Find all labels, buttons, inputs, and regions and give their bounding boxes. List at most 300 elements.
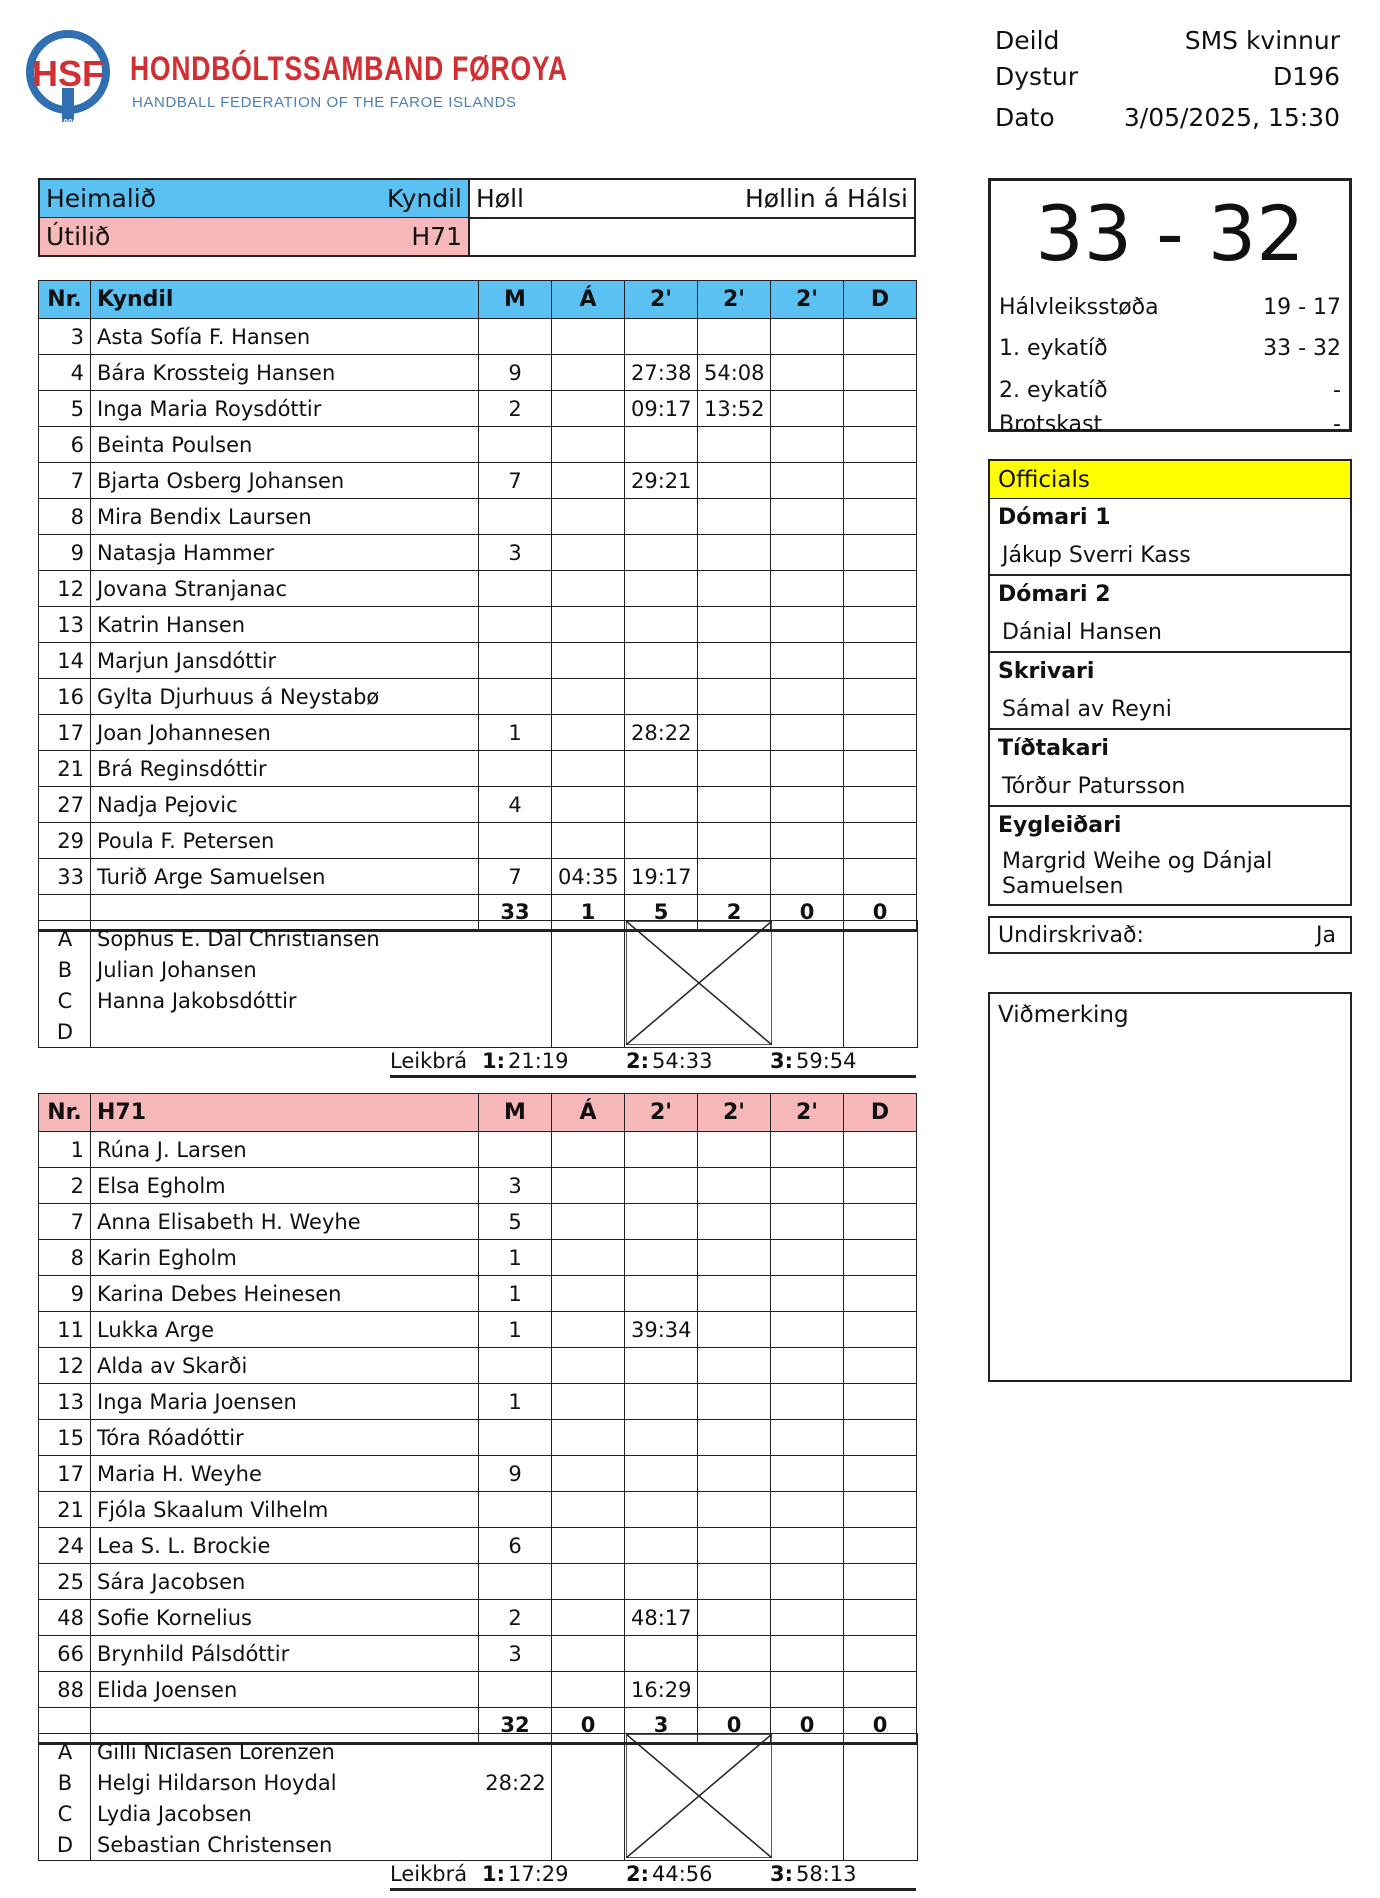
stat-cell [552, 679, 625, 715]
score-line-label: 2. eykatíð [999, 377, 1108, 403]
stat-cell [698, 1528, 771, 1564]
stat-cell [844, 1132, 917, 1168]
stat-cell [698, 1348, 771, 1384]
timeout-value: 2: [626, 1862, 650, 1886]
player-number: 21 [39, 1492, 91, 1528]
stat-cell [771, 499, 844, 535]
stat-cell [844, 715, 917, 751]
staff-letter: D [56, 1832, 74, 1857]
player-name: Brynhild Pálsdóttir [91, 1636, 479, 1672]
stat-cell [479, 679, 552, 715]
table-row [39, 1240, 917, 1276]
stat-cell: 3 [479, 535, 552, 571]
stat-cell [844, 1528, 917, 1564]
stat-cell [698, 1636, 771, 1672]
stat-cell: 1 [479, 1240, 552, 1276]
stat-cell [625, 1204, 698, 1240]
staff-suspension [552, 985, 625, 1016]
player-number: 25 [39, 1564, 91, 1600]
staff-suspension [552, 1767, 625, 1798]
meta-label: Dato [995, 102, 1055, 132]
stat-cell: 54:08 [698, 355, 771, 391]
staff-warning [479, 985, 552, 1016]
stat-cell [844, 571, 917, 607]
stat-cell [479, 1420, 552, 1456]
col-header: Á [552, 281, 625, 319]
remarks-label: Viðmerking [998, 1002, 1129, 1028]
stat-cell [698, 643, 771, 679]
stat-cell [552, 535, 625, 571]
venue-name: Høllin á Hálsi [744, 184, 908, 213]
stat-cell [552, 1168, 625, 1204]
official-role: Dómari 1 [998, 505, 1111, 530]
stat-cell [844, 1204, 917, 1240]
staff-suspension [552, 1829, 625, 1860]
table-row [39, 1276, 917, 1312]
meta-label: Dystur [995, 61, 1078, 91]
stat-cell [552, 1384, 625, 1420]
stat-cell: 3 [479, 1636, 552, 1672]
staff-warning [479, 954, 552, 985]
stat-cell [844, 1348, 917, 1384]
timeout-value: 17:29 [508, 1862, 569, 1886]
home-team-name: Kyndil [387, 184, 462, 213]
stat-cell [552, 427, 625, 463]
stat-cell [771, 1384, 844, 1420]
timeout-label: Leikbrá [390, 1049, 468, 1073]
stat-cell [479, 1348, 552, 1384]
player-number: 29 [39, 823, 91, 859]
stat-cell [771, 1456, 844, 1492]
player-number: 6 [39, 427, 91, 463]
stat-cell [552, 607, 625, 643]
stat-cell [552, 643, 625, 679]
stat-cell [698, 823, 771, 859]
stat-cell: 1 [479, 1384, 552, 1420]
official-timekeeper [990, 730, 1350, 807]
stat-cell [771, 1600, 844, 1636]
table-row [39, 1492, 917, 1528]
player-name: Tóra Róadóttir [91, 1420, 479, 1456]
player-name: Elida Joensen [91, 1672, 479, 1708]
staff-name: Helgi Hildarson Hoydal [97, 1770, 337, 1795]
table-row [39, 823, 917, 859]
stat-cell: 5 [479, 1204, 552, 1240]
stat-cell: 7 [479, 859, 552, 895]
stat-cell [844, 1672, 917, 1708]
player-name: Alda av Skarði [91, 1348, 479, 1384]
stat-cell: 1 [479, 1312, 552, 1348]
stat-cell [771, 1564, 844, 1600]
staff-letter: A [57, 1739, 73, 1764]
stat-cell [844, 1240, 917, 1276]
stat-cell [698, 679, 771, 715]
total-cell: 0 [698, 1708, 771, 1744]
stat-cell [698, 1420, 771, 1456]
player-name: Fjóla Skaalum Vilhelm [91, 1492, 479, 1528]
stat-cell [771, 823, 844, 859]
stat-cell [771, 1348, 844, 1384]
stat-cell [698, 1276, 771, 1312]
staff-suspension [552, 1016, 625, 1047]
official-name: Jákup Sverri Kass [1002, 543, 1191, 568]
stat-cell [625, 499, 698, 535]
stat-cell [771, 751, 844, 787]
stat-cell [844, 751, 917, 787]
player-name: Bára Krossteig Hansen [91, 355, 479, 391]
stat-cell [771, 715, 844, 751]
player-number: 11 [39, 1312, 91, 1348]
stat-cell [552, 1528, 625, 1564]
stat-cell: 16:29 [625, 1672, 698, 1708]
stat-cell [844, 787, 917, 823]
stat-cell [625, 535, 698, 571]
player-name: Nadja Pejovic [91, 787, 479, 823]
stat-cell: 28:22 [625, 715, 698, 751]
timeout-value: 1: [482, 1049, 506, 1073]
player-name: Sára Jacobsen [91, 1564, 479, 1600]
meta-value: SMS kvinnur [1184, 25, 1340, 55]
player-name: Lea S. L. Brockie [91, 1528, 479, 1564]
venue-cell [470, 180, 914, 217]
player-number: 8 [39, 499, 91, 535]
stat-cell [625, 607, 698, 643]
stat-cell [844, 319, 917, 355]
score-line-label: Brotskast [999, 411, 1103, 437]
stat-cell [552, 1312, 625, 1348]
stat-cell [844, 643, 917, 679]
away-team-name: H71 [411, 222, 462, 251]
stat-cell [625, 1276, 698, 1312]
player-number: 24 [39, 1528, 91, 1564]
player-name: Jovana Stranjanac [91, 571, 479, 607]
stat-cell [552, 1204, 625, 1240]
stat-cell: 2 [479, 391, 552, 427]
player-name: Brá Reginsdóttir [91, 751, 479, 787]
stat-cell [552, 1636, 625, 1672]
stat-cell: 1 [479, 715, 552, 751]
stat-cell [844, 1276, 917, 1312]
staff-warning: 28:22 [485, 1770, 546, 1795]
stat-cell: 9 [479, 355, 552, 391]
player-number: 15 [39, 1420, 91, 1456]
stat-cell [844, 1492, 917, 1528]
player-number: 9 [39, 535, 91, 571]
stat-cell [625, 571, 698, 607]
score-line-value: - [1333, 377, 1341, 403]
stat-cell [698, 1564, 771, 1600]
stat-cell [552, 499, 625, 535]
table-row [39, 1384, 917, 1420]
col-header: 2' [698, 281, 771, 319]
svg-text:HSF: HSF [32, 53, 104, 94]
table-row [39, 499, 917, 535]
stat-cell [479, 571, 552, 607]
player-name: Mira Bendix Laursen [91, 499, 479, 535]
official-referee-2 [990, 576, 1350, 653]
staff-name [97, 1016, 467, 1047]
table-row [39, 751, 917, 787]
stat-cell [771, 391, 844, 427]
staff-warning [479, 1016, 552, 1047]
home-staff-table [38, 920, 918, 1048]
table-row [39, 1204, 917, 1240]
staff-name: Hanna Jakobsdóttir [97, 988, 297, 1013]
stat-cell [771, 1492, 844, 1528]
player-name: Maria H. Weyhe [91, 1456, 479, 1492]
stat-cell [844, 1420, 917, 1456]
blank-cell [470, 218, 914, 255]
player-name: Inga Maria Roysdóttir [91, 391, 479, 427]
col-header: 2' [698, 1094, 771, 1132]
player-name: Beinta Poulsen [91, 427, 479, 463]
stat-cell [625, 787, 698, 823]
stat-cell [698, 1672, 771, 1708]
player-number: 27 [39, 787, 91, 823]
stat-cell [844, 1456, 917, 1492]
stat-cell [771, 427, 844, 463]
table-row [39, 1168, 917, 1204]
official-role: Tíðtakari [998, 736, 1109, 761]
stat-cell [844, 823, 917, 859]
total-cell: 3 [625, 1708, 698, 1744]
federation-name: HONDBÓLTSSAMBAND FØROYA [130, 50, 568, 88]
stat-cell [625, 1240, 698, 1276]
table-row [39, 643, 917, 679]
player-name: Katrin Hansen [91, 607, 479, 643]
player-number: 12 [39, 571, 91, 607]
stat-cell: 27:38 [625, 355, 698, 391]
official-delegate [990, 807, 1350, 906]
total-cell: 2 [698, 895, 771, 931]
stat-cell [844, 463, 917, 499]
total-cell: 0 [771, 1708, 844, 1744]
player-number: 4 [39, 355, 91, 391]
meta-division [995, 22, 1340, 58]
total-cell: 0 [771, 895, 844, 931]
stat-cell [698, 571, 771, 607]
stat-cell [844, 1384, 917, 1420]
stat-cell: 04:35 [552, 859, 625, 895]
stat-cell [698, 1384, 771, 1420]
home-timeouts [390, 1047, 916, 1078]
away-label: Útilið [46, 222, 111, 251]
stat-cell [698, 463, 771, 499]
stat-cell [625, 643, 698, 679]
player-name: Poula F. Petersen [91, 823, 479, 859]
stat-cell [625, 1564, 698, 1600]
total-cell: 0 [844, 1708, 917, 1744]
table-row [39, 1456, 917, 1492]
stat-cell: 19:17 [625, 859, 698, 895]
stat-cell [698, 1240, 771, 1276]
stat-cell [844, 679, 917, 715]
player-name: Natasja Hammer [91, 535, 479, 571]
player-number: 14 [39, 643, 91, 679]
official-name: Dánial Hansen [1002, 620, 1162, 645]
col-header: 2' [771, 1094, 844, 1132]
staff-letter: B [57, 1770, 73, 1795]
stat-cell [552, 319, 625, 355]
home-team-cell [40, 180, 470, 217]
table-row [39, 535, 917, 571]
staff-letter: A [57, 926, 73, 951]
timeout-value: 59:54 [796, 1049, 857, 1073]
stat-cell [479, 1492, 552, 1528]
player-number: 7 [39, 1204, 91, 1240]
score-line [999, 410, 1341, 438]
table-row [39, 859, 917, 895]
nr-header: Nr. [39, 281, 91, 319]
player-number: 12 [39, 1348, 91, 1384]
stat-cell [479, 1132, 552, 1168]
stat-cell [479, 751, 552, 787]
away-player-table [38, 1093, 917, 1745]
player-number: 48 [39, 1600, 91, 1636]
stat-cell [552, 1132, 625, 1168]
official-role: Skrivari [998, 659, 1095, 684]
stat-cell [552, 355, 625, 391]
team-header: Kyndil [91, 281, 479, 319]
col-header: 2' [625, 1094, 698, 1132]
total-cell: 0 [552, 1708, 625, 1744]
svg-text:1980: 1980 [59, 118, 77, 127]
stat-cell [698, 1204, 771, 1240]
stat-cell [844, 859, 917, 895]
stat-cell [771, 679, 844, 715]
stat-cell: 7 [479, 463, 552, 499]
player-name: Gylta Djurhuus á Neystabø [91, 679, 479, 715]
stat-cell [625, 1420, 698, 1456]
player-name: Sofie Kornelius [91, 1600, 479, 1636]
stat-cell [625, 751, 698, 787]
stat-cell [698, 859, 771, 895]
stat-cell [771, 1276, 844, 1312]
col-header: 2' [625, 281, 698, 319]
stat-cell [698, 1492, 771, 1528]
player-number: 1 [39, 1132, 91, 1168]
stat-cell [771, 1204, 844, 1240]
table-row [39, 1672, 917, 1708]
player-name: Karina Debes Heinesen [91, 1276, 479, 1312]
staff-suspension [552, 954, 625, 985]
player-name: Asta Sofía F. Hansen [91, 319, 479, 355]
away-team-cell [40, 218, 470, 255]
staff-name: Julian Johansen [97, 957, 257, 982]
official-name: Tórður Patursson [1002, 774, 1186, 799]
stat-cell [698, 319, 771, 355]
timeout-value: 21:19 [508, 1049, 569, 1073]
table-row [39, 1420, 917, 1456]
stat-cell [698, 787, 771, 823]
stat-cell [698, 1168, 771, 1204]
stat-cell [625, 1384, 698, 1420]
player-number: 21 [39, 751, 91, 787]
table-row [39, 787, 917, 823]
score-box [988, 178, 1352, 437]
table-row [39, 1564, 917, 1600]
stat-cell [771, 607, 844, 643]
stat-cell [625, 823, 698, 859]
stat-cell [625, 1132, 698, 1168]
stat-cell [552, 391, 625, 427]
federation-logo [22, 28, 568, 128]
stat-cell: 4 [479, 787, 552, 823]
stat-cell [771, 319, 844, 355]
table-row [39, 427, 917, 463]
staff-warning [479, 923, 552, 954]
stat-cell [552, 751, 625, 787]
player-number: 8 [39, 1240, 91, 1276]
stat-cell [698, 427, 771, 463]
col-header: M [479, 281, 552, 319]
table-row [39, 715, 917, 751]
player-name: Elsa Egholm [91, 1168, 479, 1204]
stat-cell [844, 355, 917, 391]
stat-cell [552, 1420, 625, 1456]
score-line [999, 289, 1341, 325]
meta-match [995, 58, 1340, 94]
stat-cell [844, 607, 917, 643]
federation-subtitle: HANDBALL FEDERATION OF THE FAROE ISLANDS [132, 94, 517, 111]
table-row [39, 607, 917, 643]
timeout-value: 3: [770, 1049, 794, 1073]
stat-cell: 13:52 [698, 391, 771, 427]
stat-cell [844, 1564, 917, 1600]
staff-suspension [552, 923, 625, 954]
meta-value: 3/05/2025, 15:30 [1123, 102, 1340, 132]
player-name: Karin Egholm [91, 1240, 479, 1276]
table-row [39, 1312, 917, 1348]
score-line-label: Hálvleiksstøða [999, 294, 1159, 320]
player-number: 5 [39, 391, 91, 427]
total-cell: 0 [844, 895, 917, 931]
team-header: H71 [91, 1094, 479, 1132]
signed-row [988, 916, 1352, 954]
table-row [39, 391, 917, 427]
stat-cell [552, 1348, 625, 1384]
table-row [39, 355, 917, 391]
staff-name: Gilli Niclasen Lorenzen [97, 1739, 335, 1764]
stat-cell: 3 [479, 1168, 552, 1204]
timeout-label: Leikbrá [390, 1862, 468, 1886]
stat-cell: 1 [479, 1276, 552, 1312]
stat-cell [771, 1528, 844, 1564]
player-number: 66 [39, 1636, 91, 1672]
timeout-value: 2: [626, 1049, 650, 1073]
official-referee-1 [990, 499, 1350, 576]
signed-value: Ja [1316, 922, 1336, 948]
stat-cell [479, 607, 552, 643]
player-name: Inga Maria Joensen [91, 1384, 479, 1420]
stat-cell [771, 859, 844, 895]
timeout-value: 54:33 [652, 1049, 713, 1073]
stat-cell [771, 535, 844, 571]
col-header: M [479, 1094, 552, 1132]
player-number: 88 [39, 1672, 91, 1708]
stat-cell [771, 1312, 844, 1348]
official-name: Sámal av Reyni [1002, 697, 1172, 722]
stat-cell [844, 427, 917, 463]
timeout-value: 44:56 [652, 1862, 713, 1886]
table-row [39, 1600, 917, 1636]
player-name: Joan Johannesen [91, 715, 479, 751]
stat-cell [625, 1636, 698, 1672]
score-line [999, 372, 1341, 408]
stat-cell [844, 1312, 917, 1348]
meta-label: Deild [995, 25, 1060, 55]
team-info [38, 178, 916, 257]
